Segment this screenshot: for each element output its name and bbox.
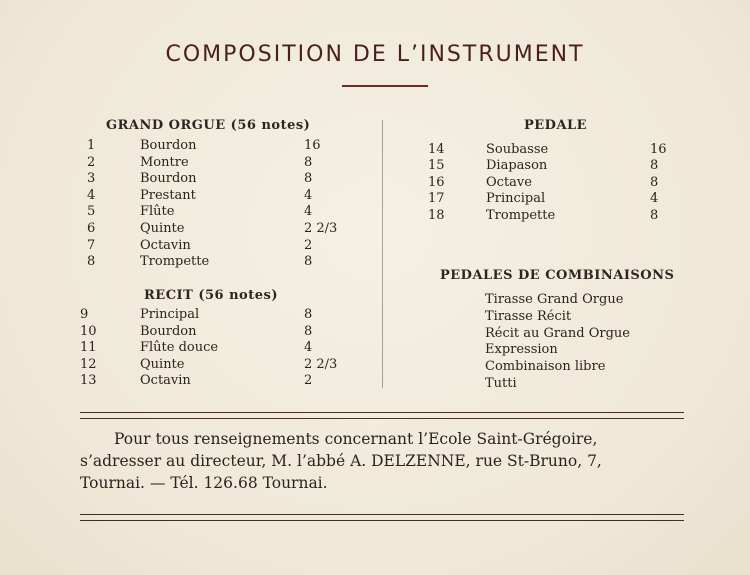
stop-name: Diapason [486,158,548,174]
stop-number: 9 [80,307,89,322]
stop-name: Prestant [140,187,196,203]
stop-number: 15 [428,158,445,174]
stop-name: Trompette [140,254,210,270]
stop-size: 8 [304,307,313,322]
contact-paragraph [80,428,686,494]
stop-name: Bourdon [140,138,197,153]
stop-number: 11 [80,340,97,356]
stop-size: 8 [304,154,313,170]
top-double-rule [80,412,684,419]
combinaison-item: Tirasse Grand Orgue [485,292,624,307]
combinaison-item: Combinaison libre [485,359,606,375]
stop-size: 2 [304,237,313,253]
stop-number: 4 [87,187,96,203]
column-divider [382,120,383,388]
stop-number: 8 [87,254,96,270]
stop-size: 8 [650,174,659,190]
combinaison-item: Expression [485,342,558,358]
stop-size: 8 [304,323,313,339]
stop-name: Principal [140,307,200,322]
stop-size: 4 [304,340,313,356]
stop-name: Quinte [140,221,185,236]
stop-size: 8 [304,254,313,270]
combinaison-item: Tirasse Récit [485,308,572,324]
stop-name: Quinte [140,356,185,372]
stop-number: 17 [428,191,445,207]
stop-size: 4 [304,187,313,203]
stop-name: Octavin [140,237,191,253]
stop-number: 1 [87,138,96,153]
stop-size: 16 [650,142,667,157]
stop-name: Flûte douce [140,340,219,356]
stop-size: 2 2/3 [304,221,338,236]
stop-name: Trompette [486,207,556,223]
combinaison-item: Récit au Grand Orgue [485,325,630,341]
grand-orgue-heading: GRAND ORGUE (56 notes) [106,118,311,133]
stop-number: 2 [87,154,96,170]
bottom-double-rule [80,514,684,521]
stop-name: Flûte [140,204,175,220]
stop-number: 12 [80,356,97,372]
stop-size: 4 [650,191,659,207]
stop-size: 2 2/3 [304,356,338,372]
stop-name: Principal [486,191,546,207]
stop-number: 16 [428,174,445,190]
stop-number: 10 [80,323,97,339]
stop-number: 7 [87,237,96,253]
contact-line-2: s’adresser au directeur, M. l’abbé A. DELZENNE, rue St-Bruno, 7, [80,452,602,470]
stop-number: 5 [87,204,96,220]
stop-name: Montre [140,154,189,170]
stop-number: 18 [428,207,445,223]
stop-size: 8 [650,158,659,174]
combinaison-item: Tutti [485,376,517,391]
stop-size: 8 [304,171,313,187]
stop-size: 4 [304,204,313,220]
stop-name: Bourdon [140,171,197,187]
title-underline [342,85,428,87]
stop-name: Octave [486,174,532,190]
page-title: COMPOSITION DE L’INSTRUMENT [165,42,585,67]
contact-line-3: Tournai. — Tél. 126.68 Tournai. [80,474,328,492]
stop-size: 16 [304,138,321,153]
stop-number: 13 [80,373,97,389]
stop-number: 6 [87,221,96,236]
stop-size: 2 [304,373,313,389]
stop-number: 14 [428,142,445,157]
stop-name: Bourdon [140,323,197,339]
recit-heading: RECIT (56 notes) [144,288,278,303]
stop-name: Octavin [140,373,191,389]
pedale-heading: PEDALE [524,118,588,133]
combinaisons-heading: PEDALES DE COMBINAISONS [440,268,675,283]
stop-name: Soubasse [486,142,549,157]
contact-line-1: Pour tous renseignements concernant l’Ecole Saint-Grégoire, [114,430,598,448]
stop-size: 8 [650,207,659,223]
stop-number: 3 [87,171,96,187]
